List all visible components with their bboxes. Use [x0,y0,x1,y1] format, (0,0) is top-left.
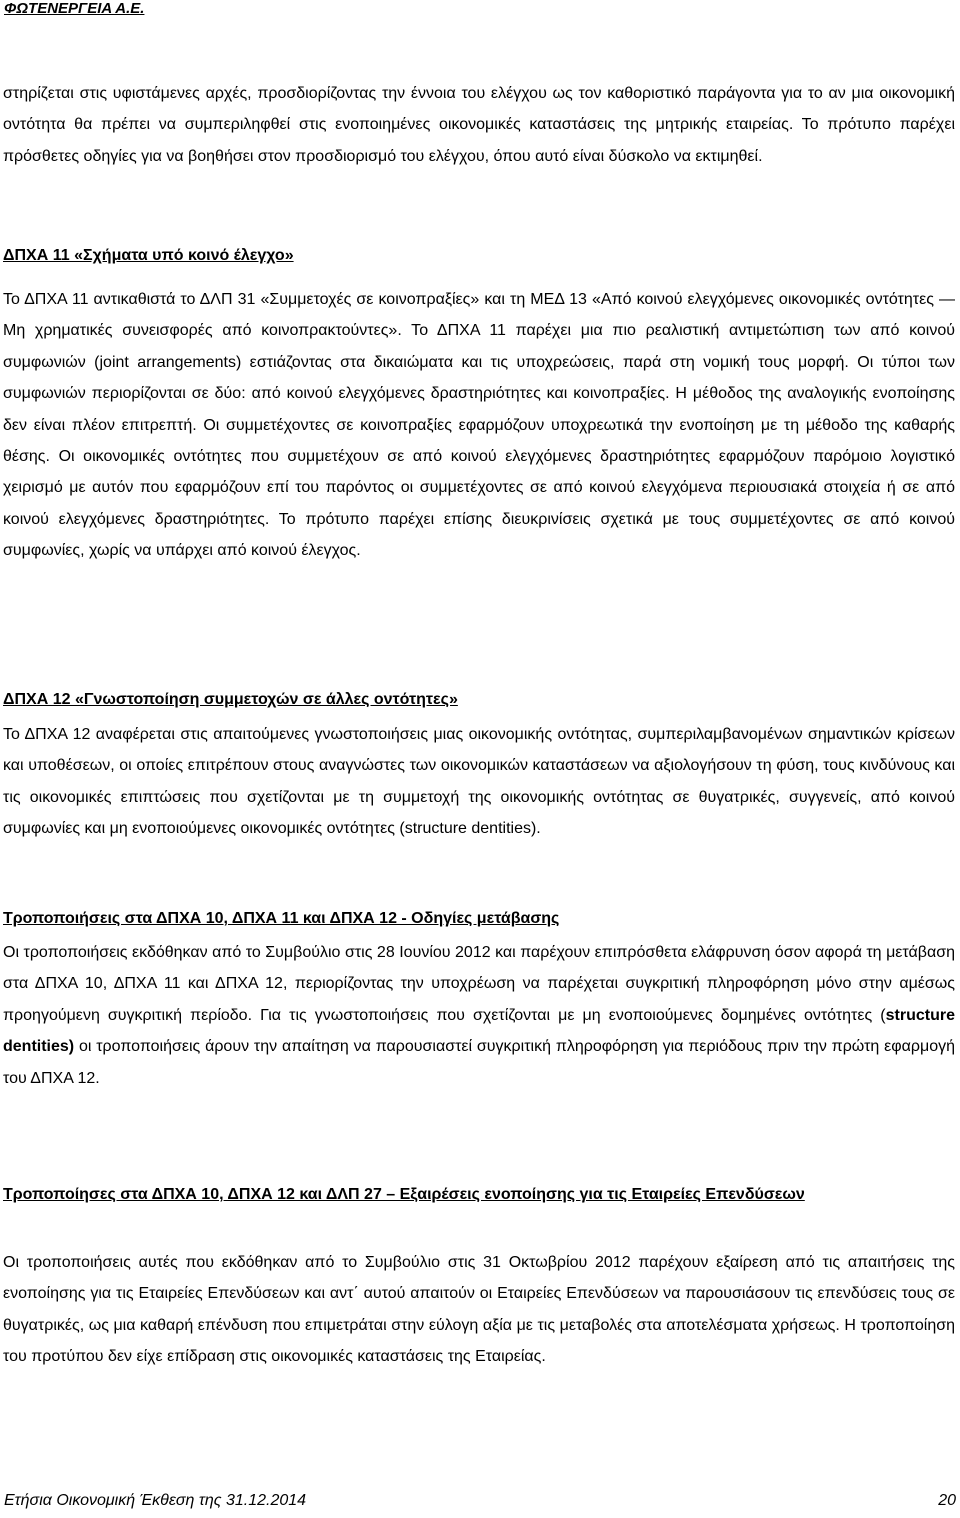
section-body-investment-entities: Οι τροποποιήσεις αυτές που εκδόθηκαν από το Συμβούλιο στις 31 Οκτωβρίου 2012 παρέχουν εξαίρεση από τις απαιτήσεις της ενοποίησης για τις Εταιρείες Επενδύσεων και αντ΄ αυτού απαιτούν οι Εταιρείες Επενδύσεων να παρουσιάσουν τις επενδύσεις τους σε θυγατρικές, ως μια καθαρή επένδυση που επιμετράται στην εύλογη αξία με τις μεταβολές στα αποτελέσματα χρήσεως. Η τροποποίηση του προτύπου δεν είχε επίδραση στις οικονομικές καταστάσεις της Εταιρείας. [3,1254,955,1366]
transition-text-bold: structure dentities) [3,1006,955,1056]
section-heading-investment-entities: Τροποποίησες στα ΔΠΧΑ 10, ΔΠΧΑ 12 και ΔΛΠ 27 – Εξαιρέσεις ενοποίησης για τις Εταιρείες Επενδύσεων [3,1186,805,1203]
footer-report-title: Ετήσια Οικονομική Έκθεση της 31.12.2014 [4,1492,307,1509]
section-heading-transition: Τροποποιήσεις στα ΔΠΧΑ 10, ΔΠΧΑ 11 και ΔΠΧΑ 12 - Οδηγίες μετάβασης [3,910,560,927]
footer-page-number: 20 [938,1492,956,1509]
section-body-transition [3,937,955,1094]
section-heading-ifrs12: ΔΠΧΑ 12 «Γνωστοποίηση συμμετοχών σε άλλες οντότητες» [3,691,458,708]
company-name: ΦΩΤΕΝΕΡΓΕΙΑ Α.Ε. [4,0,145,17]
section-heading-ifrs11: ΔΠΧΑ 11 «Σχήματα υπό κοινό έλεγχο» [3,247,294,264]
intro-paragraph: στηρίζεται στις υφιστάμενες αρχές, προσδιορίζοντας την έννοια του ελέγχου ως τον καθοριστικό παράγοντα για το αν μια οικονομική οντότητα θα πρέπει να συμπεριληφθεί στις ενοποιημένες οικονομικές καταστάσεις της μητρικής εταιρείας. Το πρότυπο παρέχει πρόσθετες οδηγίες για να βοηθήσει στον προσδιορισμό του ελέγχου, όπου αυτό είναι δύσκολο να εκτιμηθεί. [3,85,955,165]
section-body-ifrs12: Το ΔΠΧΑ 12 αναφέρεται στις απαιτούμενες γνωστοποιήσεις μιας οικονομικής οντότητας, συμπεριλαμβανομένων σημαντικών κρίσεων και υποθέσεων, οι οποίες επιτρέπουν στους αναγνώστες των οικονομικών καταστάσεων να αξιολογήσουν τη φύση, τους κινδύνους και τις οικονομικές επιπτώσεις που σχετίζονται με τη συμμετοχή της οικονομικής οντότητας σε θυγατρικές, συγγενείς, από κοινού συμφωνίες και μη ενοποιούμενες οικονομικές οντότητες (structure dentities). [3,726,955,838]
section-body-ifrs11: Το ΔΠΧΑ 11 αντικαθιστά το ΔΛΠ 31 «Συμμετοχές σε κοινοπραξίες» και τη ΜΕΔ 13 «Από κοινού ελεγχόμενες οικονομικές οντότητες — Μη χρηματικές συνεισφορές από κοινοπρακτούντες». Το ΔΠΧΑ 11 παρέχει μια πιο ρεαλιστική αντιμετώπιση των από κοινού συμφωνιών (joint arrangements) εστιάζοντας στα δικαιώματα και τις υποχρεώσεις, παρά στη νομική τους μορφή. Οι τύποι των συμφωνιών περιορίζονται σε δύο: από κοινού ελεγχόμενες δραστηριότητες και κοινοπραξίες. Η μέθοδος της αναλογικής ενοποίησης δεν είναι πλέον επιτρεπτή. Οι συμμετέχοντες σε κοινοπραξίες εφαρμόζουν υποχρεωτικά την ενοποίηση με τη μέθοδο της καθαρής θέσης. Οι οικονομικές οντότητες που συμμετέχουν σε από κοινού ελεγχόμενες δραστηριότητες εφαρμόζουν παρόμοιο λογιστικό χειρισμό με αυτόν που εφαρμόζουν επί του παρόντος οι συμμετέχοντες σε από κοινού ελεγχόμενα περιουσιακά στοιχεία ή σε από κοινού ελεγχόμενες δραστηριότητες. Το πρότυπο παρέχει επίσης διευκρινίσεις σχετικά με τους συμμετέχοντες σε από κοινού συμφωνίες, χωρίς να υπάρχει από κοινού έλεγχος. [3,291,955,560]
transition-text-part2: οι τροποποιήσεις άρουν την απαίτηση να παρουσιαστεί συγκριτική πληροφόρηση για περιόδους πριν την πρώτη εφαρμογή του ΔΠΧΑ 12. [3,1038,955,1087]
transition-text-part1: Οι τροποποιήσεις εκδόθηκαν από το Συμβούλιο στις 28 Ιουνίου 2012 και παρέχουν επιπρόσθετα ελάφρυνση όσον αφορά τη μετάβαση στα ΔΠΧΑ 10, ΔΠΧΑ 11 και ΔΠΧΑ 12, περιορίζοντας την υποχρέωση να παρέχεται συγκριτική πληροφόρηση μόνο στην αμέσως προηγούμενη συγκριτική περίοδο. Για τις γνωστοποιήσεις που σχετίζονται με μη ενοποιούμενες δομημένες οντότητες ( [3,944,955,1024]
